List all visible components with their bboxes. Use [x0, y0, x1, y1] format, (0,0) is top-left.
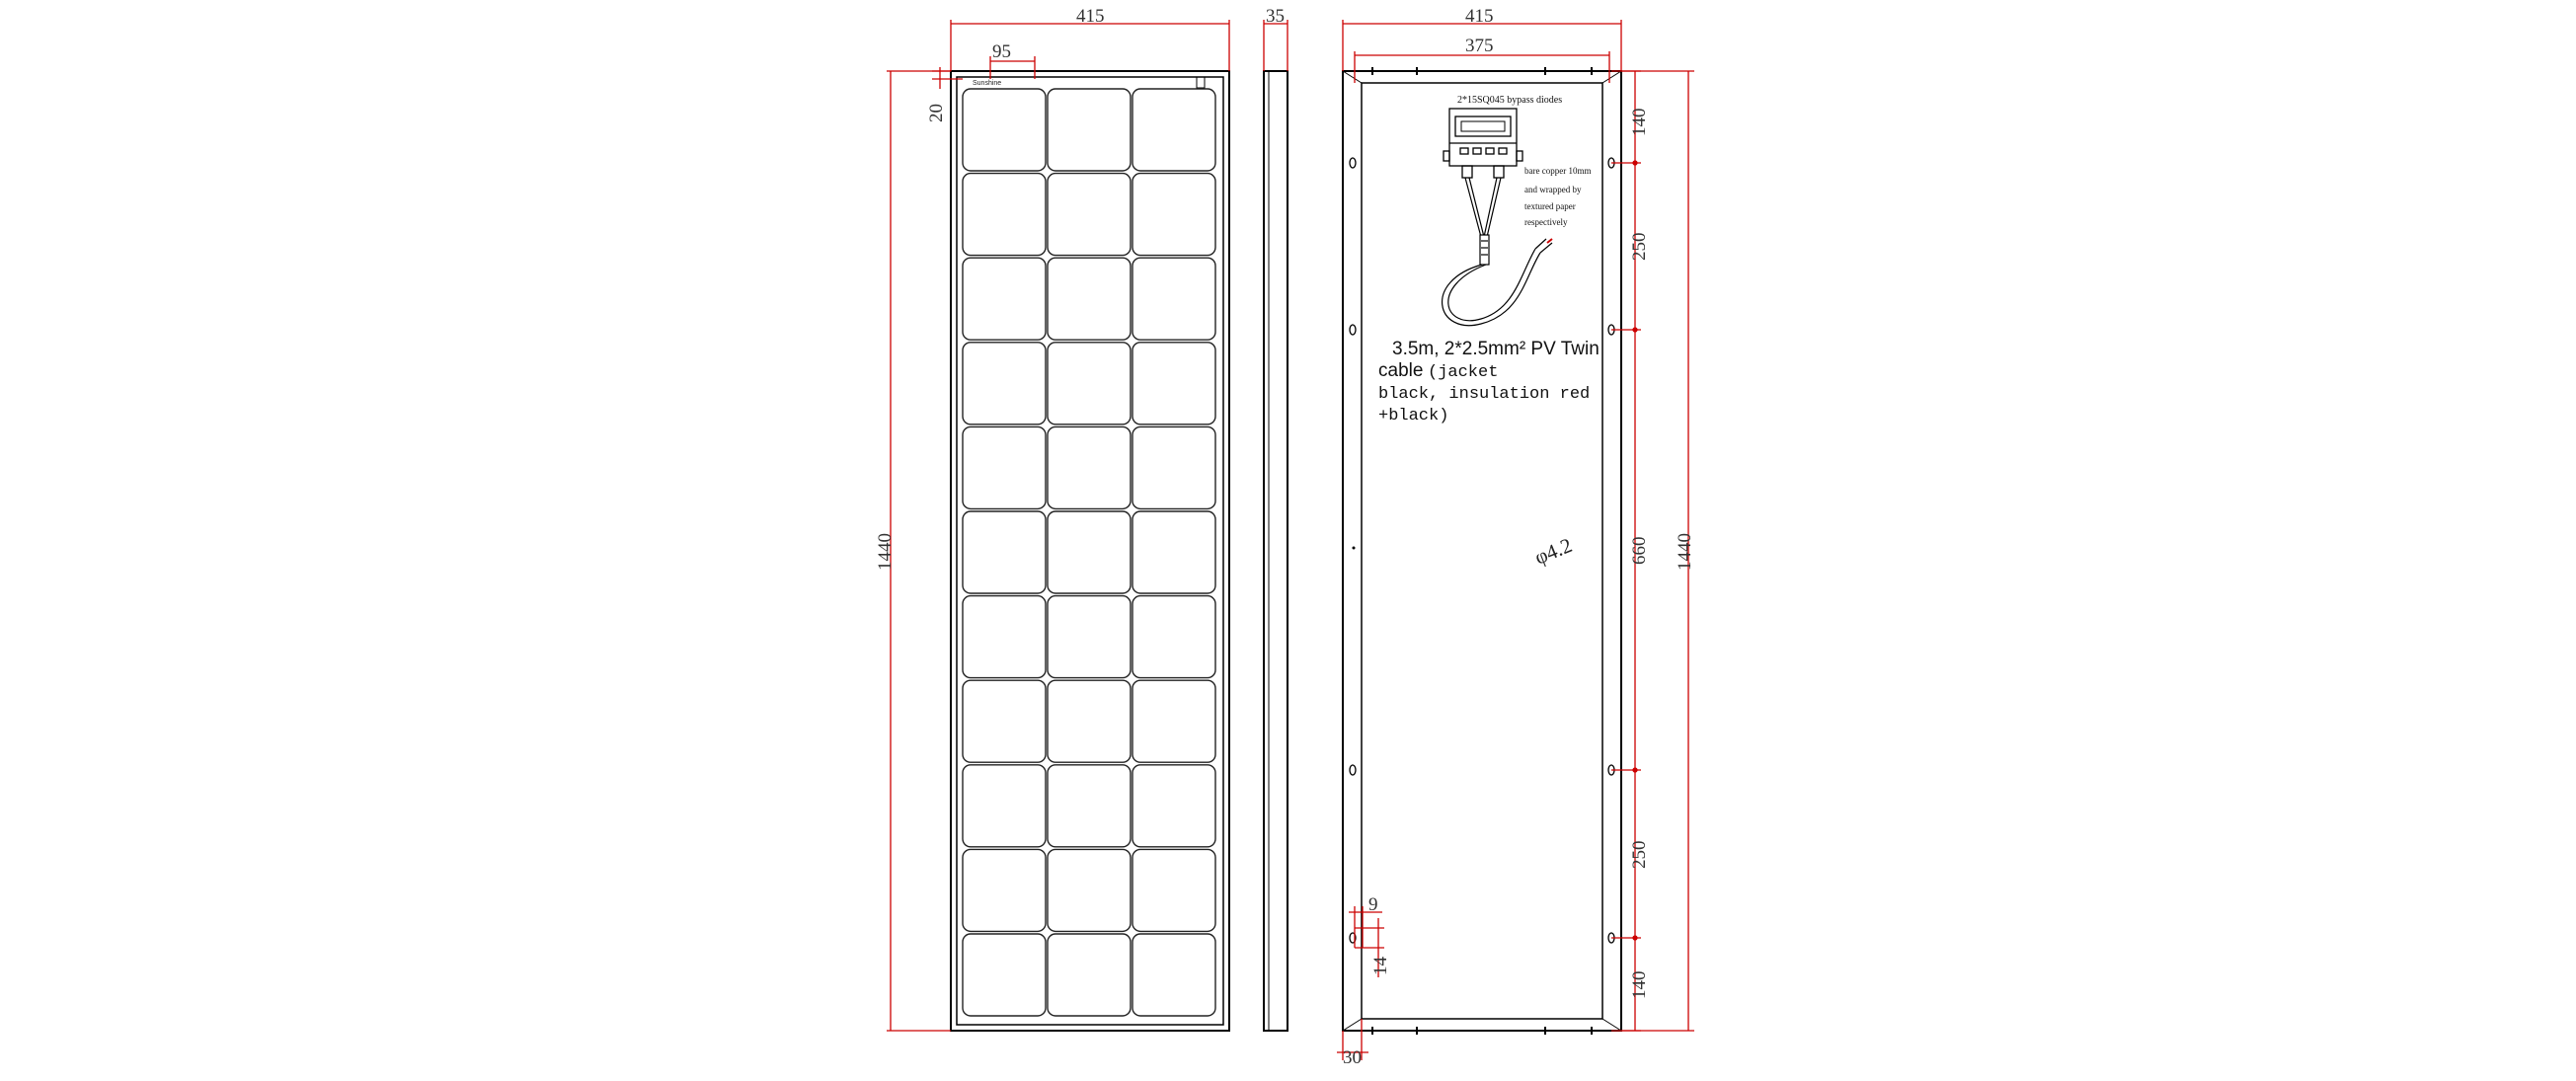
solar-cell	[1048, 934, 1131, 1016]
hole-left-3	[1350, 765, 1356, 775]
solar-cell	[963, 596, 1046, 678]
back-height-label: 1440	[1675, 533, 1695, 571]
solar-cell	[1048, 174, 1131, 256]
seg-660-label: 660	[1629, 536, 1650, 565]
cable-note-line-3: black, insulation red	[1378, 385, 1591, 404]
side-thickness-dimension	[1264, 20, 1288, 71]
solar-cell	[1048, 596, 1131, 678]
solar-cell	[1132, 426, 1215, 508]
solar-cell	[1132, 849, 1215, 931]
cable-note-line-4: +black)	[1378, 407, 1449, 425]
detail-dimensions	[1337, 906, 1384, 1060]
front-frame-outer	[951, 71, 1229, 1031]
front-view	[875, 6, 1229, 1031]
solar-cell	[963, 426, 1046, 508]
cable-note-line-2b: (jacket	[1428, 363, 1499, 382]
solar-cell	[963, 765, 1046, 847]
front-top-margin-label: 20	[926, 104, 947, 122]
hole-left-1	[1350, 158, 1356, 168]
solar-cell	[1132, 680, 1215, 762]
solar-cell	[963, 89, 1046, 171]
solar-cell	[963, 849, 1046, 931]
solar-cell	[963, 934, 1046, 1016]
solar-cell	[1132, 934, 1215, 1016]
seg-top-label: 140	[1629, 108, 1650, 136]
back-view	[1337, 6, 1695, 1068]
copper-note-line-2: and wrapped by	[1524, 185, 1582, 194]
solar-cell	[963, 174, 1046, 256]
solar-cell	[1132, 89, 1215, 171]
solar-cell	[1132, 765, 1215, 847]
seg-250-b-label: 250	[1629, 840, 1650, 869]
front-height-dimension	[887, 71, 951, 1031]
frame-corners	[1343, 71, 1621, 1031]
cell-grid	[963, 89, 1215, 1016]
detail-30-label: 30	[1343, 1047, 1362, 1068]
solar-cell	[1132, 343, 1215, 425]
solar-cell	[963, 680, 1046, 762]
back-inner-width-label: 375	[1465, 36, 1494, 56]
solar-cell	[1132, 174, 1215, 256]
back-width-label: 415	[1465, 6, 1494, 27]
copper-note-line-3: textured paper	[1524, 201, 1576, 211]
front-offset-label: 95	[992, 41, 1011, 62]
brand-mark	[1197, 77, 1205, 88]
solar-cell	[963, 343, 1046, 425]
hole-left-2	[1350, 325, 1356, 335]
hole-diameter-label: φ4.2	[1530, 533, 1576, 570]
seg-250-a-label: 250	[1629, 232, 1650, 261]
detail-14-label: 14	[1370, 957, 1391, 975]
side-profile	[1264, 71, 1288, 1031]
front-frame-inner	[957, 77, 1223, 1025]
solar-cell	[1132, 511, 1215, 593]
front-height-label: 1440	[875, 533, 896, 571]
solar-cell	[1048, 849, 1131, 931]
brand-label: Sunshine	[973, 80, 1002, 87]
seg-bottom-label: 140	[1629, 970, 1650, 999]
front-width-label: 415	[1076, 6, 1105, 27]
solar-cell	[1048, 89, 1131, 171]
cable-note-line-1: 3.5m, 2*2.5mm² PV Twin	[1392, 339, 1600, 359]
back-frame-outer	[1343, 71, 1621, 1031]
side-view	[1264, 6, 1288, 1031]
copper-note-line-1: bare copper 10mm	[1524, 166, 1592, 176]
solar-cell	[1048, 343, 1131, 425]
copper-note-line-4: respectively	[1524, 217, 1568, 227]
solar-cell	[1048, 511, 1131, 593]
solar-cell	[963, 511, 1046, 593]
solar-cell	[963, 258, 1046, 340]
solar-cell	[1048, 680, 1131, 762]
solar-cell	[1048, 258, 1131, 340]
mounting-holes	[1350, 158, 1614, 943]
side-thickness-label: 35	[1266, 6, 1285, 27]
junction-box	[1444, 109, 1522, 178]
solar-cell	[1132, 596, 1215, 678]
detail-9-label: 9	[1368, 894, 1378, 915]
cable-note-line-2a: cable	[1378, 360, 1424, 381]
diode-note: 2*15SQ045 bypass diodes	[1457, 95, 1563, 106]
solar-cell	[1132, 258, 1215, 340]
pv-cable	[1443, 178, 1552, 326]
solar-cell	[1048, 765, 1131, 847]
solar-cell	[1048, 426, 1131, 508]
